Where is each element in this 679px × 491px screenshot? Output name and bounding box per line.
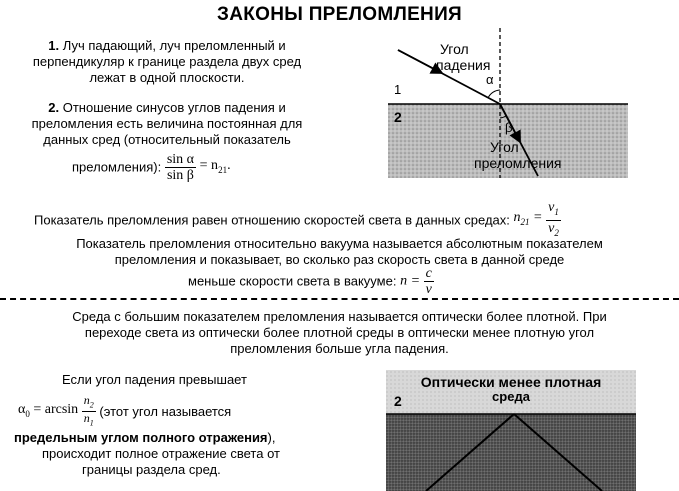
alpha-label: α bbox=[486, 72, 494, 87]
law-1 bbox=[8, 38, 326, 86]
section-divider bbox=[0, 298, 679, 300]
law-2-line-3: данных сред (относительный показатель bbox=[43, 132, 291, 147]
incidence-label-1: Угол bbox=[440, 41, 469, 57]
law-1-line-1: 1. Луч падающий, луч преломленный и bbox=[48, 38, 286, 53]
less-dense-label-2: среда bbox=[492, 389, 530, 404]
incident-arrow bbox=[398, 50, 438, 71]
density-line-1: Среда с большим показателем преломления называется оптически более плотной. При bbox=[72, 309, 607, 324]
formula-label: преломления): bbox=[72, 159, 162, 175]
alpha-arc bbox=[488, 90, 500, 98]
absolute-line-2: преломления и показывает, во сколько раз скорость света в данной среде bbox=[114, 252, 565, 267]
absolute-line-1: Показатель преломления относительно вакуума называется абсолютным показателем bbox=[76, 236, 603, 251]
critical-line-5: границы раздела сред. bbox=[82, 462, 221, 477]
density-line-2: переходе света из оптически более плотной среды в оптически менее плотную угол bbox=[84, 325, 595, 340]
absolute-index bbox=[0, 236, 679, 268]
critical-formula: $\alpha_0 = \arcsin$ $\frac{n_2}{n_1}$ (этот угол называется bbox=[18, 393, 232, 428]
law-2 bbox=[8, 100, 326, 148]
refraction-label-2: преломления bbox=[474, 155, 562, 171]
critical-line-3: предельным углом полного отражения), bbox=[14, 430, 276, 445]
absolute-line-3: меньше скорости света в вакууме: bbox=[188, 273, 397, 289]
sine-ratio-fraction: $\frac{\text{sin α}}{\text{sin β}}$ bbox=[166, 152, 195, 183]
law-2-line-2: преломления есть величина постоянная для bbox=[31, 116, 303, 131]
medium-2-label: 2 bbox=[394, 109, 402, 125]
refraction-diagram bbox=[388, 28, 628, 178]
absolute-formula: меньше скорости света в вакууме: n = $\frac{c}{v}$ bbox=[188, 266, 432, 297]
less-dense-label-1: Оптически менее плотная bbox=[420, 374, 602, 390]
speed-ratio: Показатель преломления равен отношению скоростей света в данных средах: $n_{21}$ = $\frac{v_1}{v_2}$ bbox=[34, 200, 561, 241]
medium-2-label-b: 2 bbox=[394, 393, 402, 409]
optical-density bbox=[0, 309, 679, 357]
total-reflection-diagram bbox=[386, 370, 636, 491]
incidence-label-2: падения bbox=[436, 57, 491, 73]
speed-fraction: $\frac{v_1}{v_2}$ bbox=[548, 200, 559, 238]
refraction-label-1: Угол bbox=[490, 139, 519, 155]
absolute-fraction: $\frac{c}{v}$ bbox=[425, 266, 432, 297]
page-title: ЗАКОНЫ ПРЕЛОМЛЕНИЯ bbox=[217, 4, 462, 25]
law-1-line-3: лежат в одной плоскости. bbox=[89, 70, 245, 85]
beta-label: β bbox=[505, 120, 513, 135]
critical-line-1: Если угол падения превышает bbox=[62, 372, 247, 387]
critical-line-4: происходит полное отражение света от bbox=[42, 446, 280, 461]
density-line-3: преломления больше угла падения. bbox=[230, 341, 449, 356]
speed-ratio-text: Показатель преломления равен отношению скоростей света в данных средах: bbox=[34, 212, 510, 228]
law-2-formula: преломления): $\frac{\text{sin α}}{\text{sin β}}$ = $n_{21}$. bbox=[72, 152, 231, 183]
dense-medium-area bbox=[386, 414, 636, 491]
law-1-line-2: перпендикуляр к границе раздела двух сред bbox=[32, 54, 302, 69]
law-2-line-1: 2. Отношение синусов углов падения и bbox=[48, 100, 286, 115]
medium-1-label: 1 bbox=[394, 82, 402, 97]
arcsin-fraction: $\frac{n_2}{n_1}$ bbox=[83, 393, 94, 428]
